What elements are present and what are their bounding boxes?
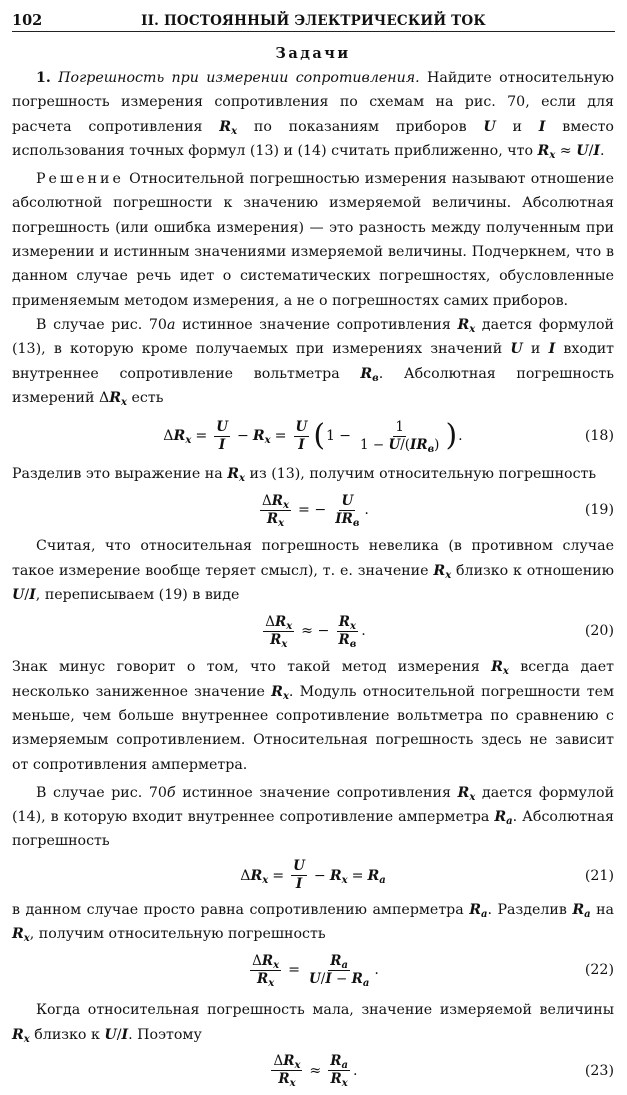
equation-number: (21) <box>584 867 614 884</box>
equation-number: (20) <box>584 623 614 640</box>
problem-number: 1. <box>36 70 51 86</box>
equation-22: $\frac{\Delta R_x}{R_x}$ = $\frac{R_a}{U/I - R_a}$ . (22) <box>252 952 614 989</box>
paragraph-case-a: В случае рис. 70а истинное значение сопротивления $R_x$ дается формулой (13), в которую кроме получаемых при измерениях значений U и I входит внутреннее сопротивление вольтметра $R_в$. Абсолютная погрешность измерений $\Delta R_x$ есть <box>12 316 615 408</box>
running-title: II. ПОСТОЯННЫЙ ЭЛЕКТРИЧЕСКИЙ ТОК <box>141 13 486 29</box>
equation-19: $\frac{\Delta R_x}{R_x}$ = − $\frac{U}{IR_в}$ . (19) <box>262 492 614 529</box>
equation-number: (22) <box>584 962 614 979</box>
header-rule <box>12 31 615 32</box>
equation-number: (19) <box>584 502 614 519</box>
equation-20: $\frac{\Delta R_x}{R_x}$ ≈ − $\frac{R_x}{R_в}$ . (20) <box>265 613 614 650</box>
paragraph-minus-sign: Знак минус говорит о том, что такой метод измерения $R_x$ всегда дает несколько заниженное значение $R_x$. Модуль относительной погрешности тем меньше, чем больше внутреннее сопротивление вольтметра по сравнению с измеряемым сопротивлением. Относительная погрешность здесь не зависит от сопротивления амперметра. <box>12 659 615 773</box>
equation-21: $\Delta R_x$ = $\frac{U}{I}$ − $R_x$ = $R_a$ (21) <box>240 858 614 893</box>
page-body <box>12 42 614 1095</box>
solution-label: Решение <box>36 171 124 188</box>
running-header <box>12 9 615 31</box>
problem-title: Погрешность при измерении сопротивления. <box>58 70 420 86</box>
equation-18: $\Delta R_x$ = $\frac{U}{I}$ − $R_x$ = $\frac{U}{I}$ ( 1 − $\frac{1}{1 - U/(IR_в)}$ ) . (18) <box>163 418 614 455</box>
equation-23: $\frac{\Delta R_x}{R_x}$ ≈ $\frac{R_a}{R_x}$ . (23) <box>273 1053 614 1090</box>
equation-number: (23) <box>584 1062 614 1079</box>
paragraph-approx: Считая, что относительная погрешность невелика (в противном случае такое измерение вообще теряет смысл), т. е. значение $R_x$ близко к отношению U/I, переписываем (19) в виде <box>12 538 614 604</box>
problem-statement: 1. Погрешность при измерении сопротивления. Найдите относительную погрешность измерения сопротивления по схемам на рис. 70, если для расчета сопротивления $R_x$ по показаниям приборов U и I вместо использования точных формул (13) и (14) считать приближенно, что $R_x \approx U/I$. <box>12 70 614 161</box>
paragraph-case-b: В случае рис. 70б истинное значение сопротивления $R_x$ дается формулой (14), в которую входит внутреннее сопротивление амперметра $R_a$. Абсолютная погрешность <box>12 784 615 850</box>
section-title: Задачи <box>275 45 351 62</box>
page-number: 102 <box>12 12 43 29</box>
paragraph-small-error: Когда относительная погрешность мала, значение измеряемой величины $R_x$ близко к U/I. Поэтому <box>12 1002 614 1045</box>
equation-number: (18) <box>584 428 614 445</box>
paragraph-divide: Разделив это выражение на $R_x$ из (13), получим относительную погрешность <box>12 466 597 485</box>
solution-paragraph: Решение Относительной погрешностью измерения называют отношение абсолютной погрешности к значению измеряемой величины. Абсолютная погрешность (или ошибка измерения) — это разность между полученным при измерении и истинным значениями измеряемой величины. Подчеркнем, что в данном случае речь идет о систематических погрешностях, обусловленные применяемым методом измерения, а не о погрешностях самих приборов. <box>12 171 614 309</box>
paragraph-ammeter: в данном случае просто равна сопротивлению амперметра $R_a$. Разделив $R_a$ на $R_x$, получим относительную погрешность <box>12 901 614 945</box>
